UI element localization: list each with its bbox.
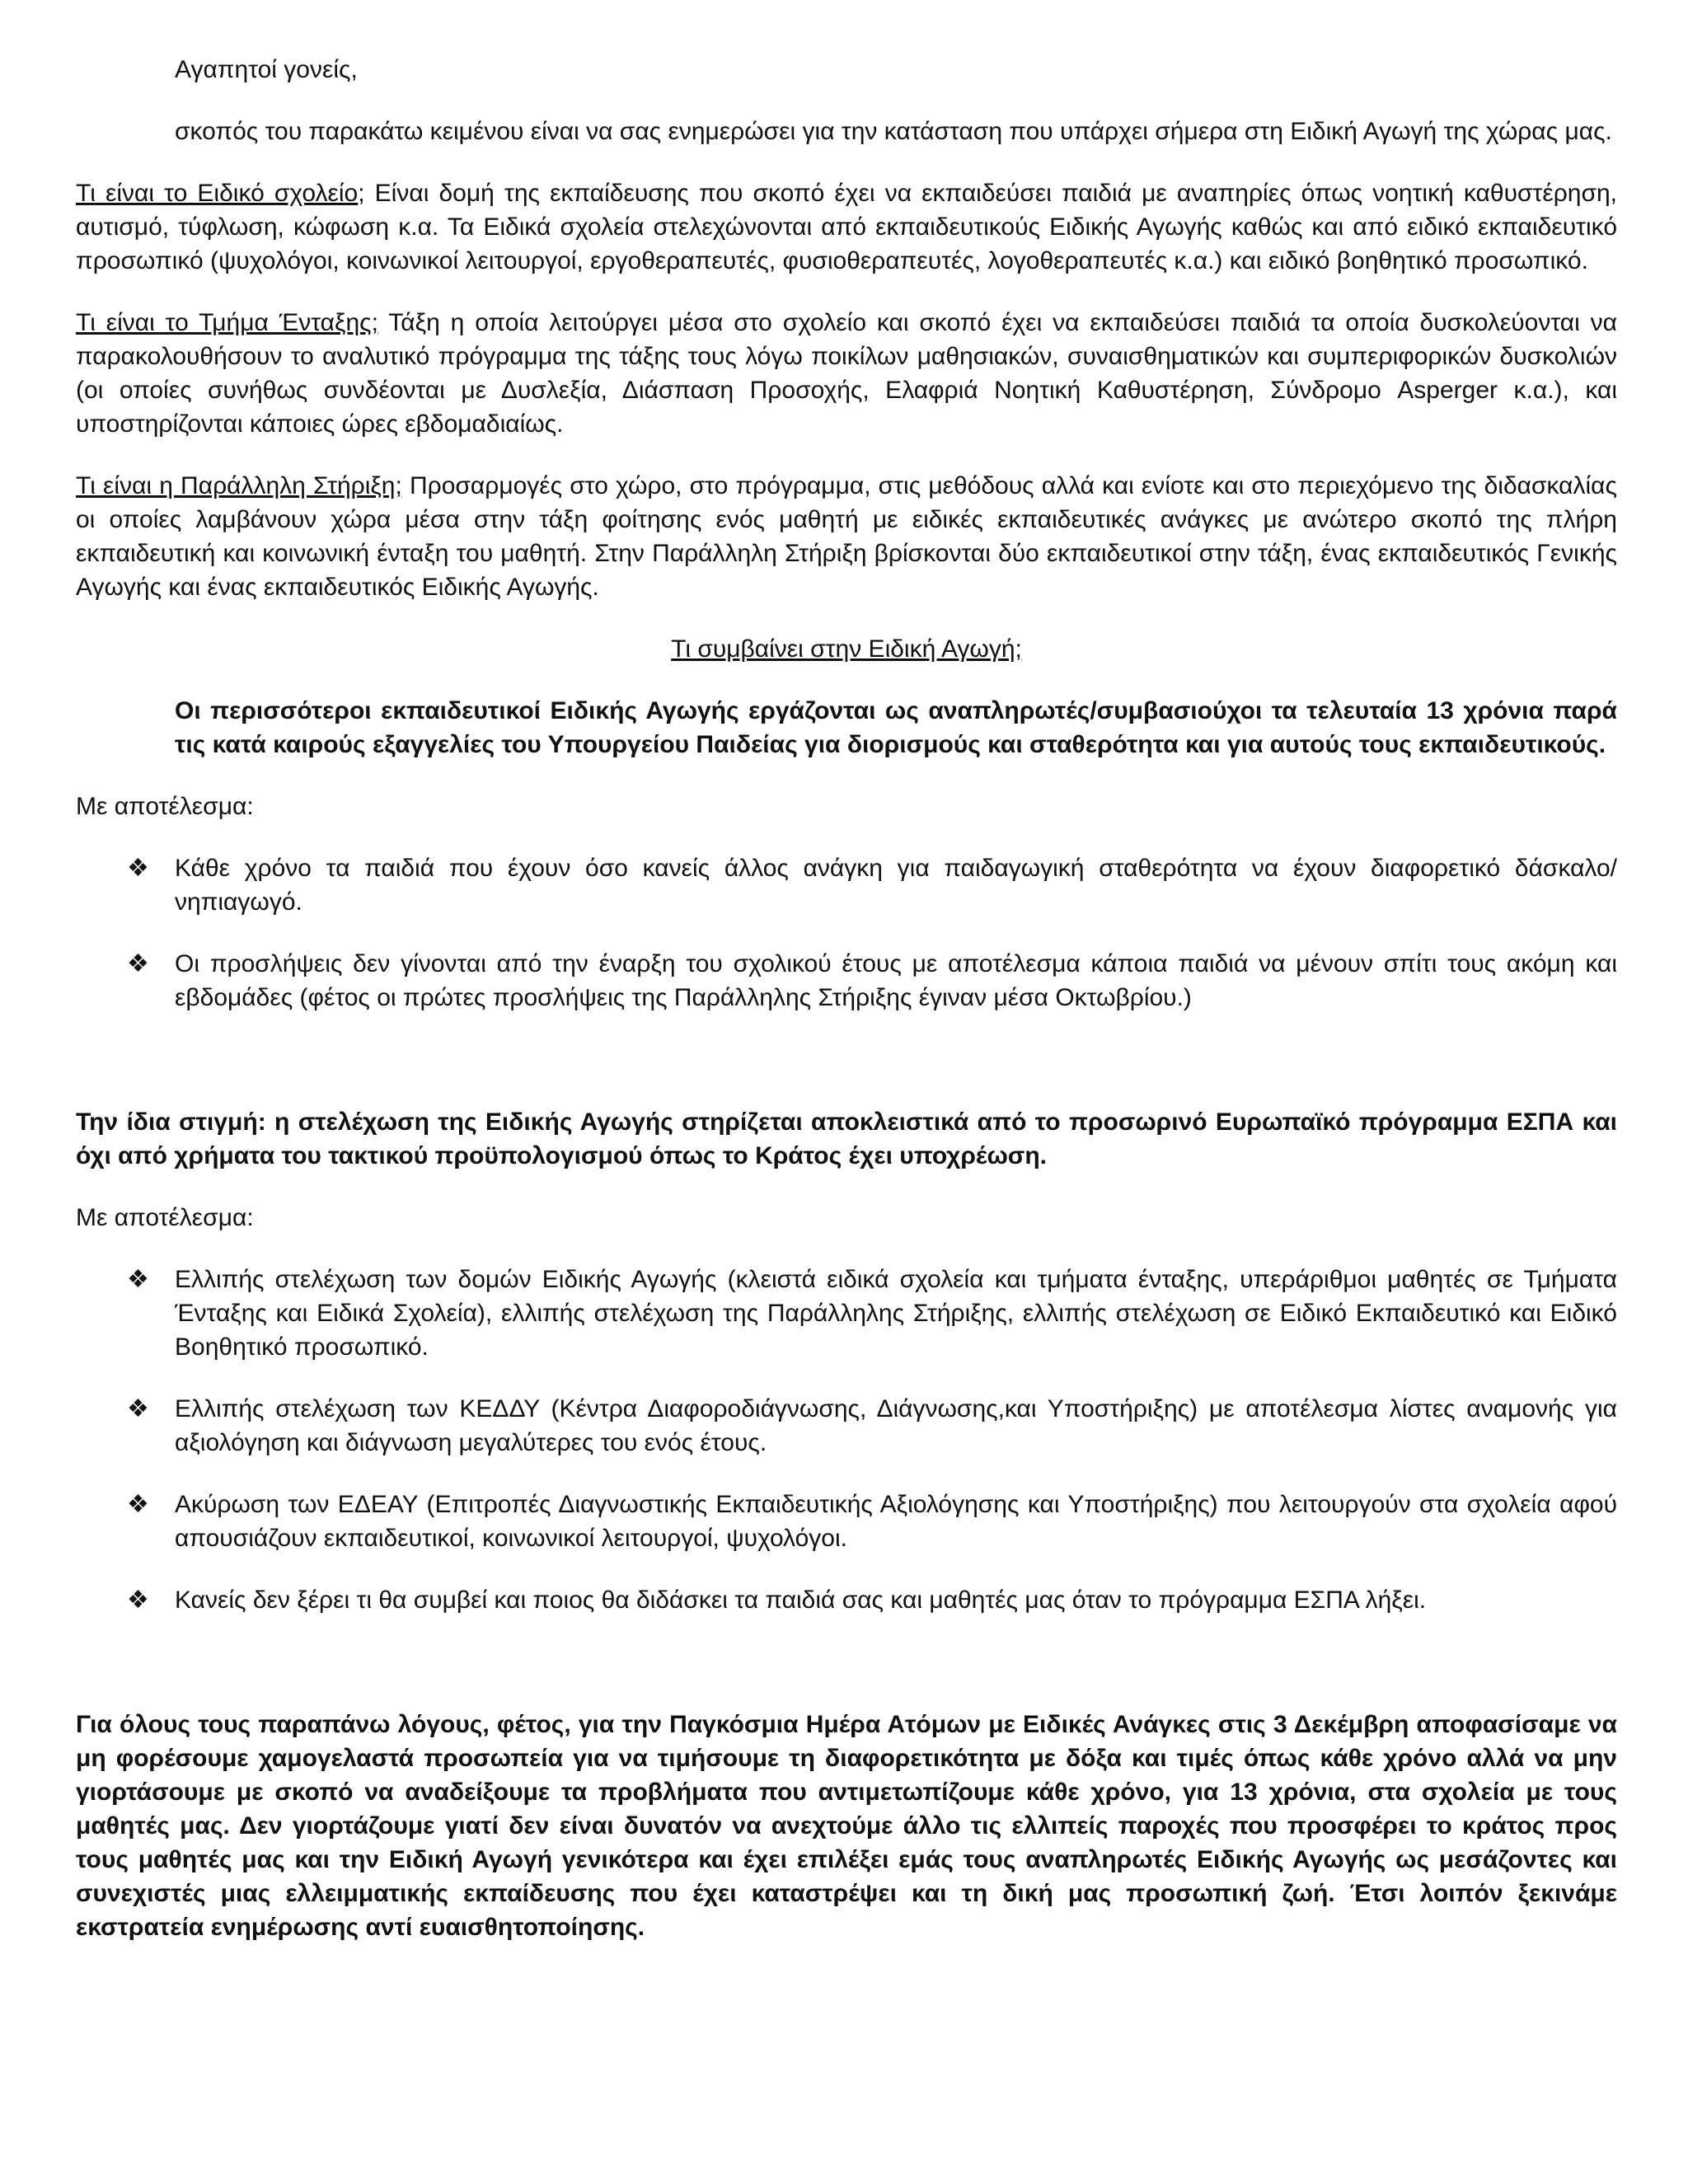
diamond-bullet-icon: ❖ bbox=[127, 950, 149, 977]
list-item bbox=[76, 1488, 1617, 1555]
bullet-list-1 bbox=[76, 851, 1617, 1015]
definition-term: Τι είναι το Τμήμα Ένταξης; bbox=[76, 309, 378, 336]
diamond-bullet-icon: ❖ bbox=[127, 1395, 149, 1422]
diamond-bullet-icon: ❖ bbox=[127, 855, 149, 882]
definition-text: Είναι δομή της εκπαίδευσης που σκοπό έχει να εκπαιδεύσει παιδιά με αναπηρίες όπως νοητική καθυστέρηση, αυτισμό, τύφλωση, κώφωση κ.α. Τα Ειδικά σχολεία στελεχώνονται από εκπαιδευτικούς Ειδικής Αγωγής καθώς και από ειδικό εκπαιδευτικό προσωπικό (ψυχολόγοι, κοινωνικοί λειτουργοί, εργοθεραπευτές, φυσιοθεραπευτές, λογοθεραπευτές κ.α.) και ειδικό βοηθητικό προσωπικό. bbox=[76, 180, 1617, 274]
result-label: Με αποτέλεσμα: bbox=[76, 1204, 254, 1231]
list-item bbox=[76, 1392, 1617, 1460]
statement-funding: Την ίδια στιγμή: η στελέχωση της Ειδικής Αγωγής στηρίζεται αποκλειστικά από το προσωρινό Ευρωπαϊκό πρόγραμμα ΕΣΠΑ και όχι από χρήματα του τακτικού προϋπολογισμού όπως το Κράτος έχει υποχρέωση. bbox=[76, 1108, 1617, 1169]
section-heading bbox=[76, 632, 1617, 666]
list-item-text: Κάθε χρόνο τα παιδιά που έχουν όσο κανείς άλλος ανάγκη για παιδαγωγική σταθερότητα να έχουν διαφορετικό δάσκαλο/νηπιαγωγό. bbox=[175, 855, 1617, 916]
diamond-bullet-icon: ❖ bbox=[127, 1586, 149, 1614]
definition-term: Τι είναι το Ειδικό σχολείο bbox=[76, 180, 359, 207]
conclusion-paragraph: Για όλους τους παραπάνω λόγους, φέτος, για την Παγκόσμια Ημέρα Ατόμων με Ειδικές Ανάγκες στις 3 Δεκέμβρη αποφασίσαμε να μη φορέσουμε χαμογελαστά προσωπεία για να τιμήσουμε τη διαφορετικότητα με δόξα και τιμές όπως κάθε χρόνο αλλά να μην γιορτάσουμε με σκοπό να αναδείξουμε τα προβλήματα που αντιμετωπίζουμε κάθε χρόνο, για 13 χρόνια, στα σχολεία με τους μαθητές μας. Δεν γιορτάζουμε γιατί δεν είναι δυνατόν να ανεχτούμε άλλο τις ελλιπείς παροχές που προσφέρει το κράτος προς τους μαθητές μας και την Ειδική Αγωγή γενικότερα και έχει επιλέξει εμάς τους αναπληρωτές Ειδικής Αγωγής ως μεσάζοντες και συνεχιστές μιας ελλειμματικής εκπαίδευσης που έχει καταστρέψει και τη δική μας προσωπική ζωή. Έτσι λοιπόν ξεκινάμε εκστρατεία ενημέρωσης αντί ευαισθητοποίησης. bbox=[76, 1711, 1617, 1941]
section-heading-text: Τι συμβαίνει στην Ειδική Αγωγή; bbox=[671, 635, 1022, 663]
result-label: Με αποτέλεσμα: bbox=[76, 793, 254, 820]
bullet-list-2 bbox=[76, 1263, 1617, 1617]
salutation: Αγαπητοί γονείς, bbox=[175, 56, 358, 83]
definition-integration-class bbox=[76, 306, 1617, 441]
list-item bbox=[76, 1583, 1617, 1617]
list-item bbox=[76, 851, 1617, 919]
definition-parallel-support bbox=[76, 469, 1617, 604]
list-item-text: Ακύρωση των ΕΔΕΑΥ (Επιτροπές Διαγνωστικής Εκπαιδευτικής Αξιολόγησης και Υποστήριξης) που λειτουργούν στα σχολεία αφού απουσιάζουν εκπαιδευτικοί, κοινωνικοί λειτουργοί, ψυχολόγοι. bbox=[175, 1491, 1617, 1552]
definition-text: Τάξη η οποία λειτούργει μέσα στο σχολείο και σκοπό έχει να εκπαιδεύσει παιδιά τα οποία δυσκολεύονται να παρακολουθήσουν το αναλυτικό πρόγραμμα της τάξης τους λόγω ποικίλων μαθησιακών, συναισθηματικών και συμπεριφορικών δυσκολιών (οι οποίες συνήθως συνδέονται με Δυσλεξία, Διάσπαση Προσοχής, Ελαφριά Νοητική Καθυστέρηση, Σύνδρομο Asperger κ.α.), και υποστηρίζονται κάποιες ώρες εβδομαδιαίως. bbox=[76, 309, 1617, 438]
definition-special-school bbox=[76, 176, 1617, 278]
diamond-bullet-icon: ❖ bbox=[127, 1491, 149, 1518]
list-item-text: Ελλιπής στελέχωση των δομών Ειδικής Αγωγής (κλειστά ειδικά σχολεία και τμήματα ένταξης, υπεράριθμοι μαθητές σε Τμήματα Ένταξης και Ειδικά Σχολεία), ελλιπής στελέχωση της Παράλληλης Στήριξης, ελλιπής στελέχωση σε Ειδικό Εκπαιδευτικό και Ειδικό Βοηθητικό προσωπικό. bbox=[175, 1266, 1617, 1361]
list-item-text: Ελλιπής στελέχωση των ΚΕΔΔΥ (Κέντρα Διαφοροδιάγνωσης, Διάγνωσης,και Υποστήριξης) με αποτέλεσμα λίστες αναμονής για αξιολόγηση και διάγνωση μεγαλύτερες του ενός έτους. bbox=[175, 1395, 1617, 1456]
diamond-bullet-icon: ❖ bbox=[127, 1266, 149, 1293]
document-page bbox=[76, 43, 1617, 1944]
definition-term: Τι είναι η Παράλληλη Στήριξη; bbox=[76, 472, 402, 499]
definition-text: Προσαρμογές στο χώρο, στο πρόγραμμα, στις μεθόδους αλλά και ενίοτε και στο περιεχόμενο της διδασκαλίας οι οποίες λαμβάνουν χώρα μέσα στην τάξη φοίτησης ενός μαθητή με ειδικές εκπαιδευτικές ανάγκες με ανώτερο σκοπό της πλήρη εκπαιδευτική και κοινωνική ένταξη του μαθητή. Στην Παράλληλη Στήριξη βρίσκονται δύο εκπαιδευτικοί στην τάξη, ένας εκπαιδευτικός Γενικής Αγωγής και ένας εκπαιδευτικός Ειδικής Αγωγής. bbox=[76, 472, 1617, 601]
statement-teachers: Οι περισσότεροι εκπαιδευτικοί Ειδικής Αγωγής εργάζονται ως αναπληρωτές/συμβασιούχοι τα τελευταία 13 χρόνια παρά τις κατά καιρούς εξαγγελίες του Υπουργείου Παιδείας για διορισμούς και σταθερότητα και για αυτούς τους εκπαιδευτικούς. bbox=[175, 697, 1617, 758]
list-item bbox=[76, 1263, 1617, 1364]
list-item bbox=[76, 947, 1617, 1015]
list-item-text: Κανείς δεν ξέρει τι θα συμβεί και ποιος θα διδάσκει τα παιδιά σας και μαθητές μας όταν το πρόγραμμα ΕΣΠΑ λήξει. bbox=[175, 1586, 1427, 1614]
list-item-text: Οι προσλήψεις δεν γίνονται από την έναρξη του σχολικού έτους με αποτέλεσμα κάποια παιδιά να μένουν σπίτι τους ακόμη και εβδομάδες (φέτος οι πρώτες προσλήψεις της Παράλληλης Στήριξης έγιναν μέσα Οκτωβρίου.) bbox=[175, 950, 1617, 1011]
intro-paragraph: σκοπός του παρακάτω κειμένου είναι να σας ενημερώσει για την κατάσταση που υπάρχει σήμερα στη Ειδική Αγωγή της χώρας μας. bbox=[175, 118, 1612, 145]
definition-separator: ; bbox=[358, 180, 365, 207]
